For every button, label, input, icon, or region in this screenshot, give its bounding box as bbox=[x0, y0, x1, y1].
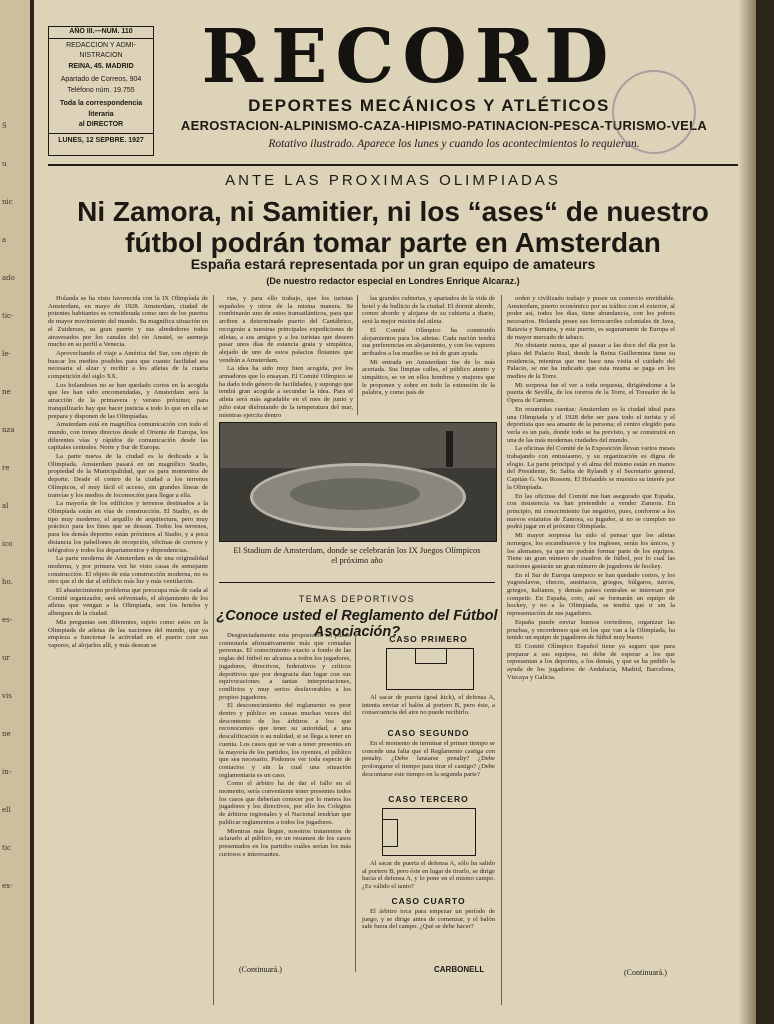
strip-fragment: le- bbox=[2, 350, 11, 358]
article-column-3 bbox=[362, 295, 495, 413]
case-3-text bbox=[362, 860, 495, 894]
sports-list: AEROSTACION-ALPINISMO-CAZA-HIPISMO-PATINACION-PESCA-TURISMO-VELA bbox=[180, 118, 708, 133]
strip-fragment: ex- bbox=[2, 882, 13, 890]
strip-fragment: ell bbox=[2, 806, 11, 814]
tagline: Rotativo ilustrado. Aparece los lunes y cuando los acontecimientos lo requieran. bbox=[268, 138, 640, 150]
paragraph: Mi mayor sorpresa ha sido el pensar que los atletas noruegos, los escandinavos y los ingleses, serán los únicos, y los alemanes, ya que no podrán formar parte de los equipos. Tiene un gran número de cuadros de fútbol, por lo cual las naciones gastarán un gran número de jugadores de hockey. bbox=[507, 532, 675, 570]
paragraph: rias, y para ello trabajo, que los turistas españoles y otros de la misma manera. Se combinarán uno de estos transatlánticos, para que arriben a determinado puerto del Cantábrico, recogerán a nuestras principales expediciones de atletas, a sus amigos y a los turistas que deseen pasar unos días de estancia grata y simpática, alejado de uno de estos palacios flotantes que vendrán a Amsterdam. bbox=[219, 295, 353, 364]
strip-fragment: ico bbox=[2, 540, 13, 548]
paragraph: Holanda se ha visto favorecida con la IX Olimpíada de Amsterdam, en mayo de 1928. Amsterdam, ciudad de potentes habitantes es considerada como uno de los puertos de mayor movimiento del mundo. Su magnífica situación en el Zuidersee, su gran puerto y sus alrededores todos atravesados por los canales del río Amstel, se asemeja mucho en su perfil a Venecia. bbox=[48, 295, 208, 349]
paragraph: La idea ha sido muy bien acogida, por los armadores que lo ensayan. El Comité Olímpico se ha dado todo género de facilidades, y supongo que tendrá gran acogida a secundar la idea. Para el atleta será más agradable en el mes de junio y julio estar disfrutando de la temperatura del mar, mientras ejercita dentro bbox=[219, 365, 353, 419]
article-kicker: ANTE LAS PROXIMAS OLIMPIADAS bbox=[225, 172, 561, 189]
strip-fragment: u bbox=[2, 160, 7, 168]
masthead-infobox bbox=[48, 26, 154, 156]
case-4-title: CASO CUARTO bbox=[391, 896, 466, 906]
article-byline: (De nuestro redactor especial en Londres Enrique Alcaraz.) bbox=[266, 276, 520, 286]
contact-line-2: Teléfono núm. 19.755 bbox=[67, 86, 135, 94]
case-paragraph: Al sacar de puerta (goal kick), el defensa A, intenta enviar el balón al portero B, pero éste, a consecuencia del aire no puede recibirlo. bbox=[362, 694, 495, 717]
case-1-text bbox=[362, 694, 495, 726]
paragraph: Mis preguntas son diferentes, sujeto como estos en la Olimpiada de atletas de las naciones del mundo, que ya empieza a funcionar la actividad en el puerto con sus vapores, al alojarlos allí, y más desean se bbox=[48, 618, 208, 649]
strip-fragment: a bbox=[2, 236, 7, 244]
article-headline bbox=[48, 196, 738, 258]
photo-marathon-tower bbox=[446, 431, 453, 467]
paragraph: El abastecimiento problema que preocupa más de cada al Comité organizador, será solventado, el alojamiento de los atletas que vengan a la Olimpíada, son los hoteles y albergues de la ciudad. bbox=[48, 587, 208, 618]
masthead-title: RECORD bbox=[201, 14, 617, 100]
strip-fragment: vis bbox=[2, 692, 12, 700]
strip-fragment: ne bbox=[2, 730, 11, 738]
issue-number: AÑO III.—NUM. 110 bbox=[49, 27, 153, 39]
paragraph: España puede enviar buenos corredores, organizar las pruebas, y recordemos que en los que van a la Olimpíada, ha tenido un equipo de jugadores de fútbol muy bueno. bbox=[507, 618, 675, 642]
paragraph: Desgraciadamente esta proposición no puedo contestarla afirmativamente más que contadas personas. El conocimiento exacto a fondo de las reglas del fútbol no alcanza a todos los jugadores, jugadores, directivos, federativos y críticos deportivos que por desgracia dan lugar con sus equivocaciones a tantas interpretaciones, conflictos y muy serios desfavorables a los propios jugadores. bbox=[219, 632, 351, 701]
paragraph: Los holandeses no se han quedado cortos en la acogida que les han sido encomendadas, y Amsterdam será la atracción de la primavera y verano próximo; para tranquilizarlo hay que hacer justicia a todo lo que en ella se prepara y disponen de las Olimpíadas. bbox=[48, 381, 208, 420]
caption-line-2: el próximo año bbox=[331, 555, 383, 565]
case-3-title: CASO TERCERO bbox=[388, 794, 469, 804]
paragraph: Mi sorpresa fue el ver a toda orquesta, dirigiéndome a la puerta de Sevilla, de los toreros de la Torre, el Toreador de la Ópera de Carmen. bbox=[507, 381, 675, 405]
paragraph: La mayoría de los edificios y terrenos destinados a la Olimpíada están en vías de construcción. El Stadio, es de tipo muy moderno, el arquillo de arquitectura, pero muy práctico para los fines que se desean. Todos los terrenos, para los demás deportes están próximos al Stadio, y a poca distancia los pabellones de recepción, oficinas de correos y telégrafos y todos los departamentos y dependencias. bbox=[48, 500, 208, 554]
strip-fragment: in- bbox=[2, 768, 12, 776]
feature-column-left bbox=[219, 632, 351, 972]
paragraph: En las oficinas del Comité me han asegurado que España, con insistencia va han pretendido a vender Zamora. En principio, mi conocimiento fue negativo, pues, conforme a los nuevos estatutos de Zamora, su jugador, si no se cumplen no podrá jugar en el próximo Olimpíada. bbox=[507, 492, 675, 531]
continued-note: (Continuará.) bbox=[239, 965, 282, 974]
paragraph: Aprovechando el viaje a América del Sur, con objeto de buscar los medios posibles para que cuanto facilidad sea necesaria al alzar y recibir a los atletas de la cuarta competición del siglo XX. bbox=[48, 349, 208, 381]
strip-fragment: re bbox=[2, 464, 10, 472]
headline-line-2: fútbol podrán tomar parte en Amsterdan bbox=[125, 227, 661, 258]
paragraph: Como el árbitro ha de dar el fallo en el momento, sería conveniente tener presentes todos los casos que deberían conocer por lo menos los jugadores y los directivos, por ello los Colegios de árbitros regionales y el Nacional tendrían que publicar reglamentos a todos los jugadores. bbox=[219, 780, 351, 826]
photo-sky bbox=[220, 423, 496, 468]
paragraph: las grandes cubiertas, y apartados de la vida de hotel y de bullicio de la ciudad. El dormir abordo, comer abordo y alojarse de su cubierta a diario, será la mejor misión del atleta. bbox=[362, 295, 495, 326]
strip-fragment: ho. bbox=[2, 578, 13, 586]
case-paragraph: Al sacar de puerta el defensa A, sólo ha salido al portero B, pero éste en lugar de tirarlo, se dirige hacia el defensa A, y lo pone en el mismo campo. ¿Es válido el tanto? bbox=[362, 860, 495, 891]
paragraph: orden y civilizado trabajo y posee un comercio envidiable. Amsterdam, puerto económico por su tráfico con el exterior, al poder así, todos los días, tiene abundancia, con los pobres necesarios. Holanda posee sus ferrocarriles coloniales de Java, Batavia y Sumatra, y este puerto, es seguramente de Europa el de mayor mercado de tabaco. bbox=[507, 295, 675, 341]
stadium-photo bbox=[219, 422, 497, 542]
strip-fragment: ado bbox=[2, 274, 15, 282]
paragraph: Amsterdam está en magnífica comunicación con todo el mundo, con trenes directos desde el Oriente de Europa, los diferentes vías y rápidos de comunicación desde las capitales centrales. Norte y Sur de Europa. bbox=[48, 421, 208, 452]
library-stamp-icon bbox=[612, 70, 696, 154]
section-rule bbox=[219, 582, 495, 583]
strip-fragment: al bbox=[2, 502, 9, 510]
note-line-1: Toda la correspondencia bbox=[59, 100, 143, 107]
paragraph: El Comité Olímpico Español tiene ya seguro que para preparar a sus equipos, no debe de esperar a los que representan a los deportes, a los demás, y que se ha pedido la ayuda de los jugadores de Andalucía, Madrid, Barcelona, Vizcaya y Galicia. bbox=[507, 642, 675, 681]
photo-caption bbox=[219, 545, 495, 565]
case-1-diagram bbox=[386, 648, 474, 690]
case-paragraph: El árbitro toca para empezar un período de juego, y se dirige antes de comenzar, y el balón sale fuera del campo. ¿Qué se debe hacer? bbox=[362, 908, 495, 931]
article-column-4 bbox=[507, 295, 675, 965]
paragraph: El Comité Olímpico ha construido alojamientos para los atletas. Cada nación tendrá sus preferencias en alojamiento, y con los vapores arribados a los muelles se irá de gran ayuda. bbox=[362, 326, 495, 357]
column-divider bbox=[357, 295, 358, 415]
paragraph: El desconocimiento del reglamento es peor dentro y público en causas muchas veces del descontento de los árbitros a los que reconocemos que tener su autoridad, a una descalificación o su nulidad, si se llega a tener en cuenta. Los casos que se van a tener presentes en la mayoría de los partidos, los oyentes, el público que sea necesario. Podemos ver toda especie de contactos y sin la cual una situación reglamentaria es un caso. bbox=[219, 702, 351, 779]
strip-fragment: ur bbox=[2, 654, 10, 662]
case-1-title: CASO PRIMERO bbox=[389, 634, 468, 644]
case-paragraph: En el momento de terminar el primer tiempo se concede una falta que el Reglamento castiga con penalty. ¿Debe lanzarse penalty? ¿Debe prolongarse el tiempo para tirar el castigo? ¿Debe descontarse este tiempo en la segunda parte? bbox=[362, 740, 495, 778]
paragraph: Mi entrada en Amsterdam fue de lo más acertada. Sus limpias calles, el público atento y simpático, se ve en ellos hombres y mujeres que le proponen y sobre en todo la extensión de la palabra, y como país de bbox=[362, 358, 495, 397]
paragraph: Mientras más llegue, nosotros trataremos de aclararlo al público, en un resumen de los casos presentados en los partidos cuáles serían los más curiosos e interesantes. bbox=[219, 827, 351, 858]
issue-date: LUNES, 12 SEPBRE. 1927 bbox=[58, 136, 144, 144]
headline-line-1: Ni Zamora, ni Samitier, ni los “ases“ de nuestro bbox=[77, 196, 709, 227]
column-divider bbox=[355, 632, 356, 972]
strip-fragment: tic bbox=[2, 844, 11, 852]
paragraph: En resumidas cuentas: Amsterdam es la ciudad ideal para una Olimpiada y el 1928 debe ser para todo el turista y el deportista que sea amante de la persona; el centro elegido para verla es un país, donde todo se ha previsto, y se construirá en una de las más modernas ciudades del mundo. bbox=[507, 405, 675, 444]
strip-fragment: tic- bbox=[2, 312, 14, 320]
column-divider bbox=[501, 295, 502, 1005]
photo-field-shape bbox=[290, 478, 420, 510]
adjacent-page-strip bbox=[0, 0, 30, 1024]
paragraph: La parte nueva de la ciudad es la dedicada a la Olimpíada. Amsterdam pasará en un magnífico Stadio, propiedad de la Municipalidad, que es para momentos de deporte. Desde el centro de la ciudad a los terrenos Olímpicos, el muy fácil el acceso, sin grandes líneas de tranvías y los medios de locomoción para llegar a ella. bbox=[48, 453, 208, 499]
article-subhead: España estará representada por un gran equipo de amateurs bbox=[190, 256, 596, 272]
article-column-2 bbox=[219, 295, 353, 419]
feature-kicker: TEMAS DEPORTIVOS bbox=[298, 594, 416, 604]
paragraph: En el Sur de Europa tampoco se han quedado cortos, y los yugoeslavos, checos, austriacos, griegos, búlgaros, turcos, griegos, italianos, y demás países centrales se interesan por competir. En España, creo, así se formarán un equipo de hockey, y no a la Olimpíada, se tendrá que ir sin la representación de sus jugadores. bbox=[507, 571, 675, 618]
strip-fragment: nic bbox=[2, 198, 13, 206]
strip-fragment: ne bbox=[2, 388, 11, 396]
case-3-diagram bbox=[382, 808, 476, 856]
goal-area-shape bbox=[415, 649, 447, 664]
case-2-text bbox=[362, 740, 495, 790]
office-line-2: NISTRACION bbox=[79, 52, 123, 59]
masthead-subtitle: DEPORTES MECÁNICOS Y ATLÉTICOS bbox=[248, 96, 610, 115]
penalty-box-shape bbox=[383, 819, 398, 847]
feature-title: ¿Conoce usted el Reglamento del Fútbol Asociación? bbox=[216, 608, 498, 640]
header-rule bbox=[48, 164, 738, 166]
newspaper-page bbox=[34, 0, 756, 1024]
case-4-text bbox=[362, 908, 495, 960]
column-divider bbox=[213, 295, 214, 1005]
contact-line-1: Apartado de Correos, 904 bbox=[60, 76, 142, 83]
page-binding-shadow bbox=[738, 0, 756, 1024]
continued-note-right: (Continuará.) bbox=[624, 968, 667, 977]
strip-fragment: S bbox=[2, 122, 7, 130]
office-line-3: REINA, 45. MADRID bbox=[68, 62, 134, 70]
caption-line-1: El Stadium de Amsterdam, donde se celebrarán los IX Juegos Olímpicos bbox=[233, 545, 481, 555]
strip-fragment: nza bbox=[2, 426, 15, 434]
article-column-1 bbox=[48, 295, 208, 1010]
paragraph: La oficinas del Comité de la Exposición llevan varios meses trabajando con entusiasmo, y su organización es digna de elogio. La parte principal y el alma del mismo están en manos del Presidente, Sr. Sabia de Rylandt y el Secretario general, Capitán G. Van Rossem. El Holandés se muestra su interés por la Olimpíada. bbox=[507, 445, 675, 491]
note-line-3: al DIRECTOR bbox=[49, 120, 153, 134]
strip-fragment: es- bbox=[2, 616, 13, 624]
note-line-2: literaria bbox=[88, 110, 114, 118]
paragraph: No obstante nunca, que al pasear a las doce del día por la plaza del Palacio Real, donde la Reina Guillermina tiene su residencia, mientras que me hace una visita el cuidado del Palacio, se me ha indicado que esta misma se paga en los medios de la Torre. bbox=[507, 342, 675, 381]
office-line-1: REDACCION Y ADMI- bbox=[66, 41, 136, 49]
case-2-title: CASO SEGUNDO bbox=[387, 728, 470, 738]
feature-author: CARBONELL bbox=[434, 965, 485, 974]
paragraph: La parte moderna de Amsterdam es de una originalidad moderna, y por primera vez he visto casas de semejante construcción. El objeto de esta construcción moderna, no es otro que el de dar al edificio más luz y más ventilación. bbox=[48, 555, 208, 586]
